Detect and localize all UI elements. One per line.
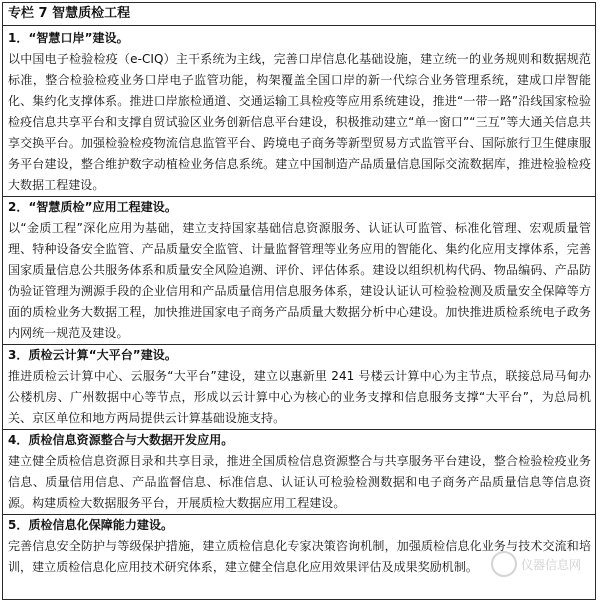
section-2 (3, 197, 595, 345)
section-body: 以“金质工程”深化应用为基础，建立支持国家基础信息资源服务、认证认可监管、标准化管理、宏观质量管理、特种设备安全监管、产品质量安全监管、计量监督管理等业务应用的智能化、集约化应用支撑体系，完善国家质量信息公共服务体系和质量安全风险追溯、评价、评估体系。建设以组织机构代码、物品编码、产品防伪验证管理为溯源手段的企业信用和产品质量信用信息服务体系，建设认证认可检验检测及质量安全保障等方面的质检业务大数据工程，加快推进国家电子商务产品质量大数据分析中心建设。加快推进质检系统电子政务内网统一规范及建设。 (8, 221, 591, 340)
section-1 (3, 28, 595, 197)
section-heading: 2．“智慧质检”应用工程建设。 (8, 200, 177, 214)
watermark-logo-icon (491, 551, 517, 577)
watermark-text: 仪器信息网 (520, 557, 581, 572)
section-heading: 5．质检信息化保障能力建设。 (8, 518, 174, 532)
section-heading: 1．“智慧口岸”建设。 (8, 31, 129, 45)
section-body: 推进质检云计算中心、云服务“大平台”建设，建立以惠新里 241 号楼云计算中心为主节点，联接总局马甸办公楼机房、广州数据中心等节点，形成以云计算中心为核心的业务支撑和信息服务支撑“大平台”，为总局机关、京区单位和地方两局提供云计算基础设施支持。 (8, 369, 591, 425)
box-content (3, 26, 595, 578)
section-body: 完善信息安全防护与等级保护措施，建立质检信息化专家决策咨询机制，加强质检信息化业务与技术交流和培训，建立质检信息化应用技术研究体系，建立健全信息化应用效果评估及成果奖励机制。 (8, 539, 591, 574)
section-heading: 3．质检云计算“大平台”建设。 (8, 348, 177, 362)
section-4 (3, 430, 595, 515)
section-body: 建立健全质检信息资源目录和共享目录，推进全国质检信息资源整合与共享服务平台建设，整合检验检疫业务信息、质量信用信息、产品监督信息、标准信息、认证认可检验检测数据和电子商务产品质量信息等信息资源。构建质检大数据服务平台，开展质检大数据应用工程建设。 (8, 454, 591, 510)
watermark (491, 551, 581, 577)
section-3 (3, 345, 595, 430)
section-heading: 4．质检信息资源整合与大数据开发应用。 (8, 433, 234, 447)
feature-box (2, 2, 596, 600)
box-title: 专栏 7 智慧质检工程 (3, 3, 595, 26)
section-body: 以中国电子检验检疫（e-CIQ）主干系统为主线，完善口岸信息化基础设施，建立统一的业务规则和数据规范标准，整合检验检疫业务口岸电子监管功能，构架覆盖全国口岸的新一代综合业务管理系统，建成口岸智能化、集约化支撑体系。推进口岸旅检通道、交通运输工具检疫等应用系统建设，推进“一带一路”沿线国家检验检疫信息共享平台和支撑自贸试验区业务创新信息平台建设，积极推动建立“单一窗口”“三互”等大通关信息共享交换平台。加强检验检疫物流信息监管平台、跨境电子商务等新型贸易方式监管平台、国际旅行卫生健康服务平台建设，整合维护数字动植检业务信息系统。建立中国制造产品质量信息国际交流数据库，推进检验检疫大数据工程建设。 (8, 52, 591, 192)
